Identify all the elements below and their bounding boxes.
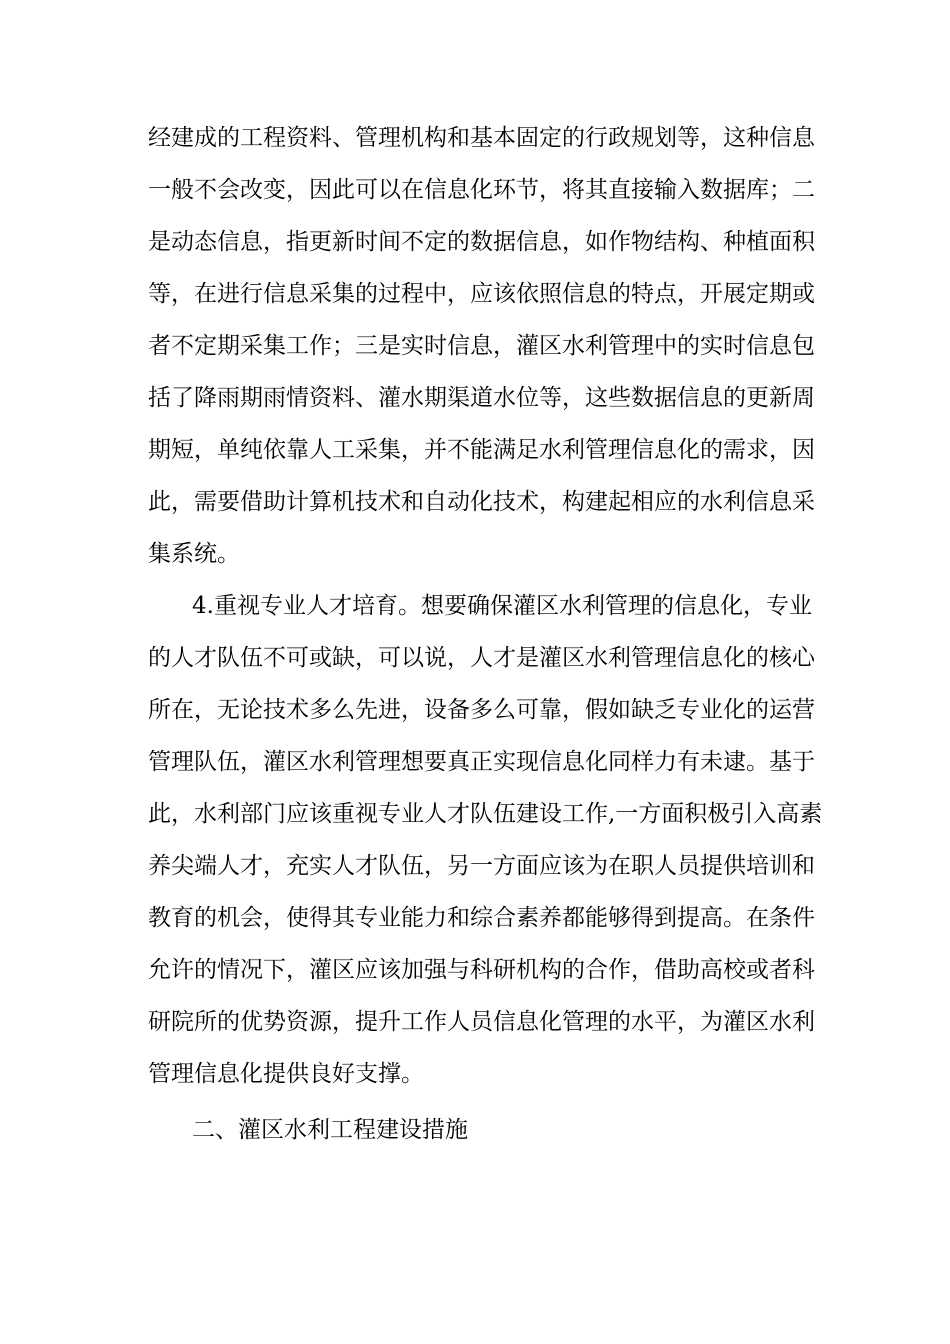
paragraph-2-line-1: 4.重视专业人才培育。想要确保灌区水利管理的信息化，专业	[192, 593, 812, 619]
paragraph-2-line-3: 所在，无论技术多么先进，设备多么可靠，假如缺乏专业化的运营	[148, 697, 815, 723]
paragraph-1-line-3: 是动态信息，指更新时间不定的数据信息，如作物结构、种植面积	[148, 229, 815, 255]
paragraph-1-line-1: 经建成的工程资料、管理机构和基本固定的行政规划等，这种信息	[148, 125, 815, 151]
paragraph-1-line-4: 等，在进行信息采集的过程中，应该依照信息的特点，开展定期或	[148, 281, 815, 307]
paragraph-1-line-6: 括了降雨期雨情资料、灌水期渠道水位等，这些数据信息的更新周	[148, 385, 815, 411]
paragraph-2-line-7: 教育的机会，使得其专业能力和综合素养都能够得到提高。在条件	[148, 905, 815, 931]
paragraph-2-line-9: 研院所的优势资源，提升工作人员信息化管理的水平，为灌区水利	[148, 1009, 815, 1035]
paragraph-2-line-2: 的人才队伍不可或缺，可以说，人才是灌区水利管理信息化的核心	[148, 645, 815, 671]
section-heading: 二、灌区水利工程建设措施	[192, 1117, 468, 1143]
paragraph-1-line-5: 者不定期采集工作；三是实时信息，灌区水利管理中的实时信息包	[148, 333, 815, 359]
paragraph-1-line-8: 此，需要借助计算机技术和自动化技术，构建起相应的水利信息采	[148, 489, 815, 515]
paragraph-2-line-5: 此，水利部门应该重视专业人才队伍建设工作,一方面积极引入高素	[148, 801, 823, 827]
paragraph-2-line-8: 允许的情况下，灌区应该加强与科研机构的合作，借助高校或者科	[148, 957, 815, 983]
paragraph-1-line-2: 一般不会改变，因此可以在信息化环节，将其直接输入数据库；二	[148, 177, 815, 203]
paragraph-1-line-7: 期短，单纯依靠人工采集，并不能满足水利管理信息化的需求，因	[148, 437, 815, 463]
paragraph-1-line-9: 集系统。	[148, 541, 240, 567]
paragraph-2-line-6: 养尖端人才，充实人才队伍，另一方面应该为在职人员提供培训和	[148, 853, 815, 879]
paragraph-2-line-4: 管理队伍，灌区水利管理想要真正实现信息化同样力有未逮。基于	[148, 749, 815, 775]
paragraph-2-line-10: 管理信息化提供良好支撑。	[148, 1061, 424, 1087]
